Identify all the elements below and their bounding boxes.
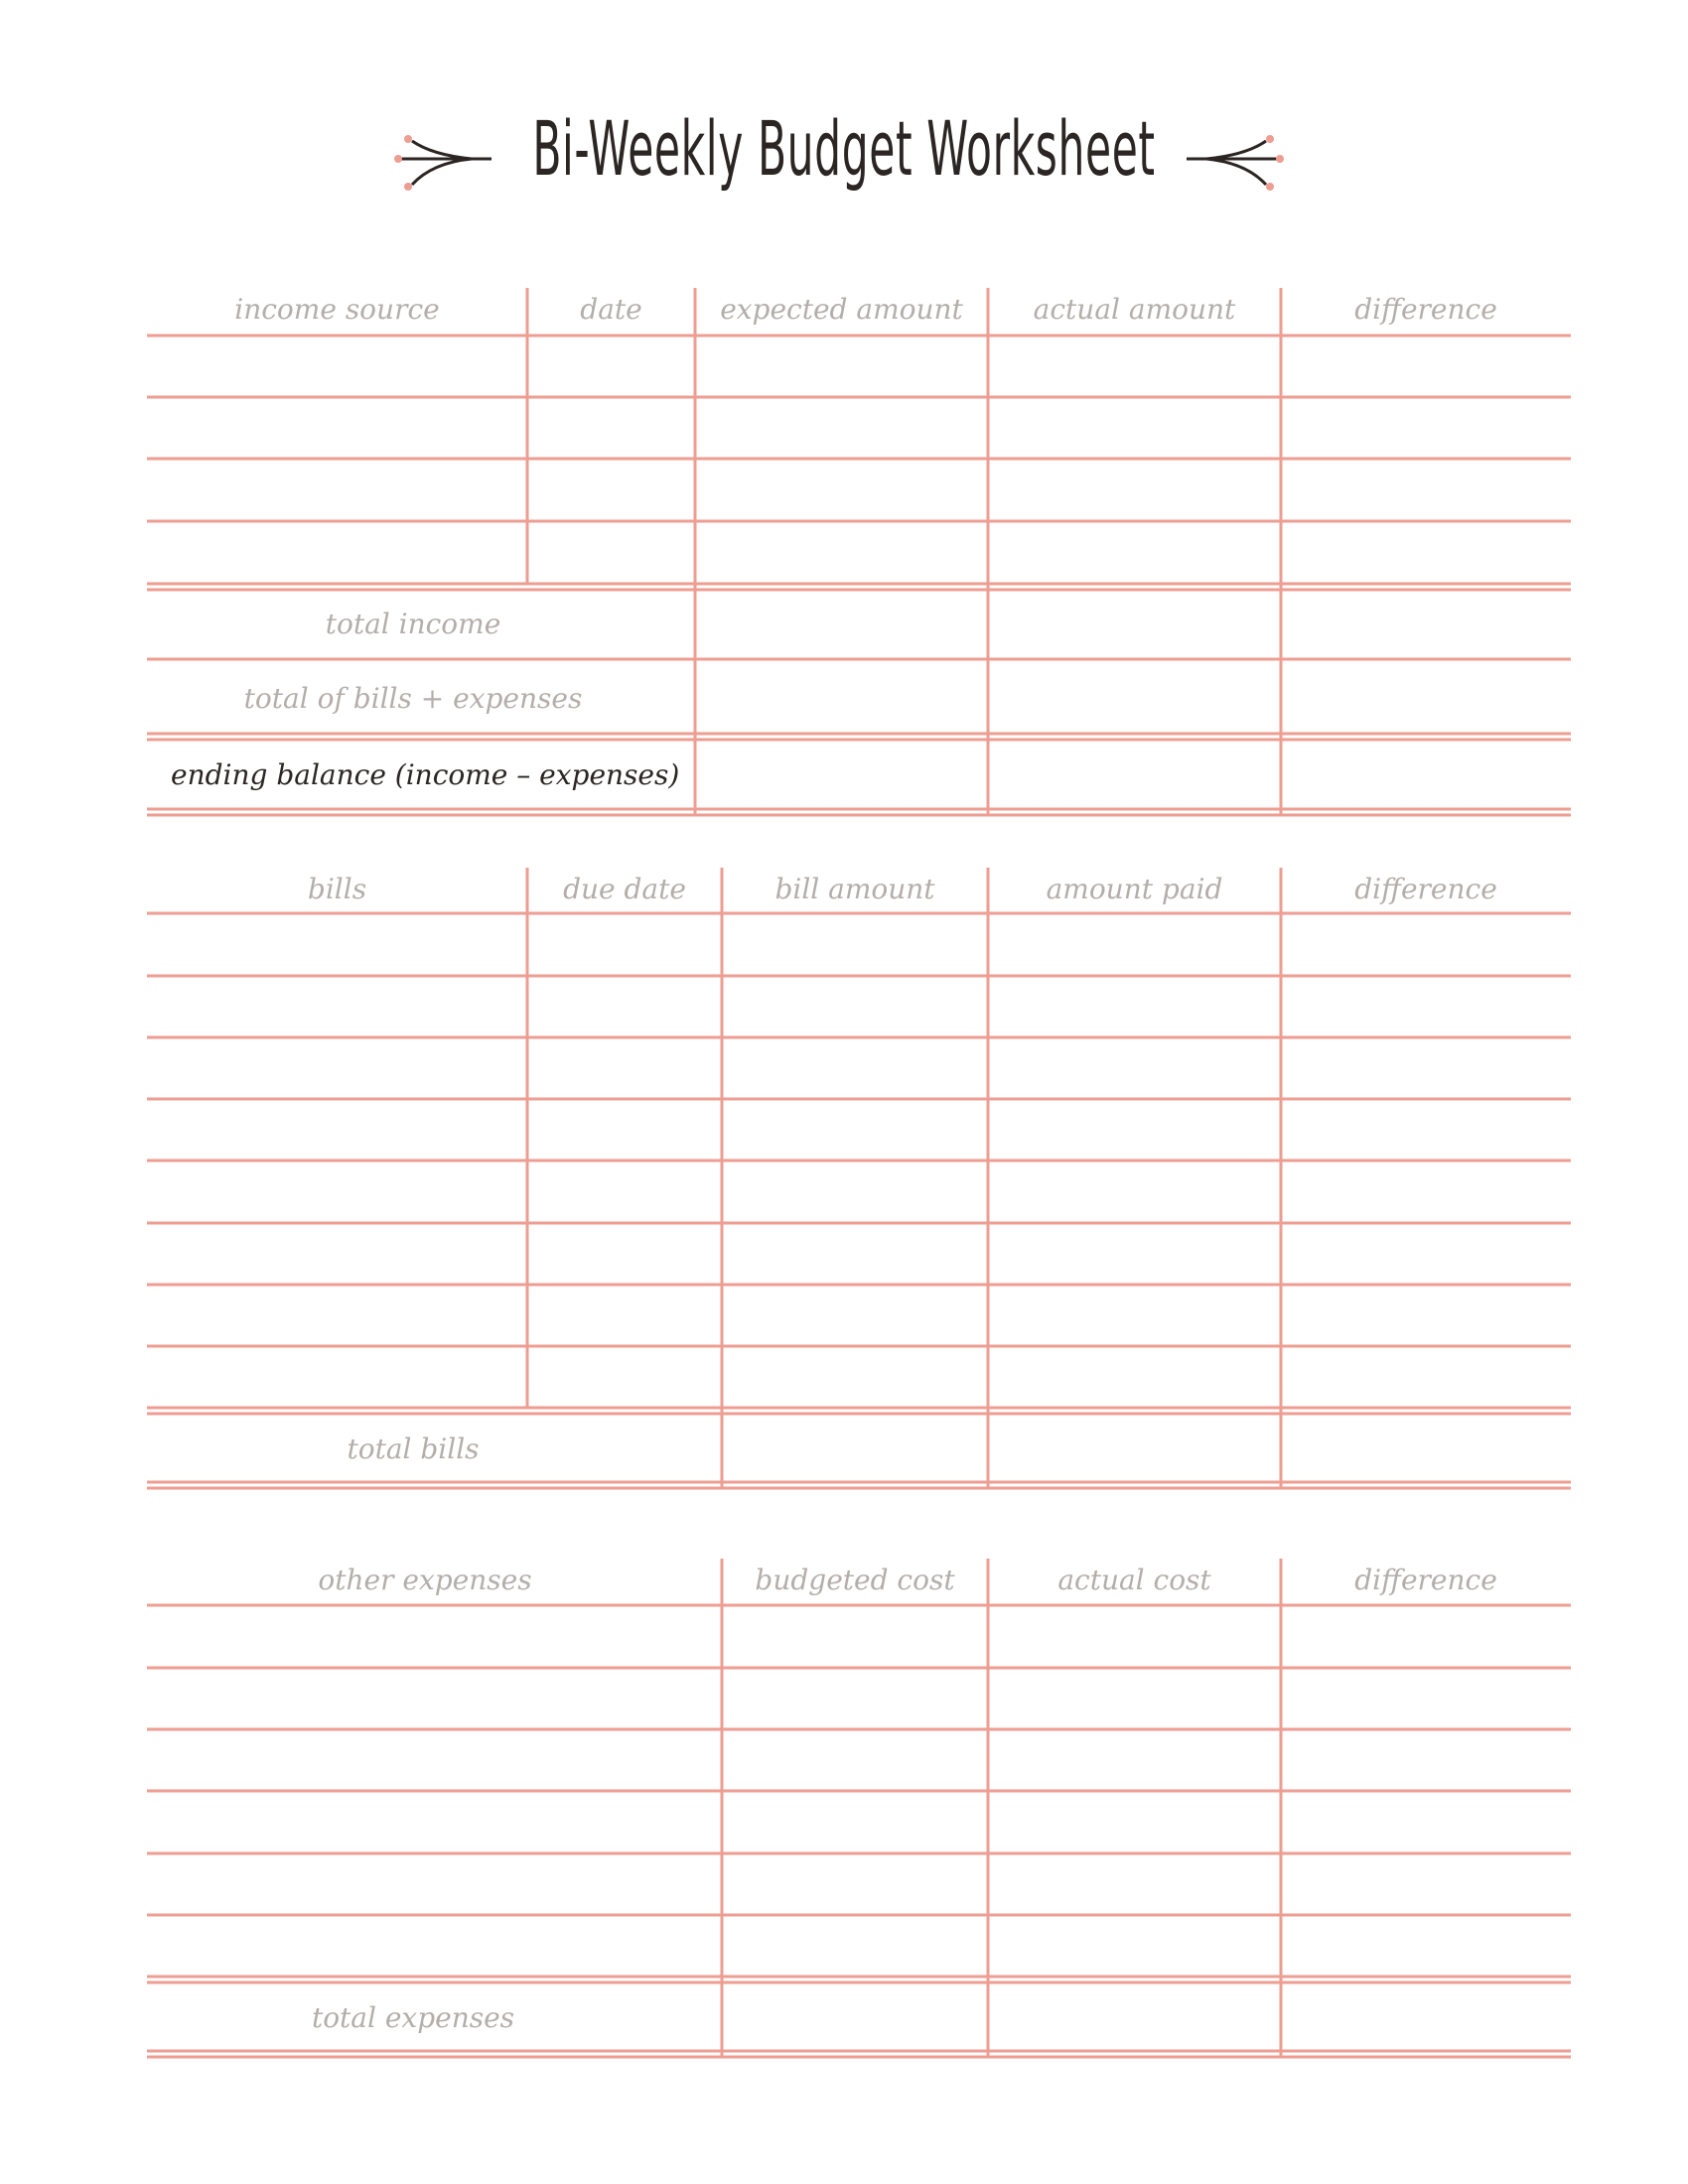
bills-header-amount: bill amount <box>774 873 935 905</box>
income-header-source: income source <box>234 293 440 326</box>
income-header-actual: actual amount <box>1033 293 1236 326</box>
expenses-header-budgeted: budgeted cost <box>755 1564 955 1596</box>
income-header-difference: difference <box>1354 293 1497 326</box>
total-income-label: total income <box>325 608 501 640</box>
bills-header-difference: difference <box>1354 873 1497 905</box>
bills-header-due-date: due date <box>563 873 686 905</box>
total-bills-expenses-label: total of bills + expenses <box>243 682 583 715</box>
total-bills-label: total bills <box>347 1433 480 1465</box>
bills-header-bills: bills <box>307 873 367 905</box>
income-header-expected: expected amount <box>720 293 963 326</box>
total-expenses-label: total expenses <box>311 2001 515 2034</box>
bills-header-paid: amount paid <box>1046 873 1223 905</box>
expenses-header-other: other expenses <box>318 1564 532 1596</box>
page-title: Bi-Weekly Budget Worksheet <box>532 104 1156 193</box>
income-header-date: date <box>580 293 642 326</box>
ending-balance-label: ending balance (income – expenses) <box>171 758 680 791</box>
expenses-header-difference: difference <box>1354 1564 1497 1596</box>
expenses-header-actual: actual cost <box>1057 1564 1211 1596</box>
